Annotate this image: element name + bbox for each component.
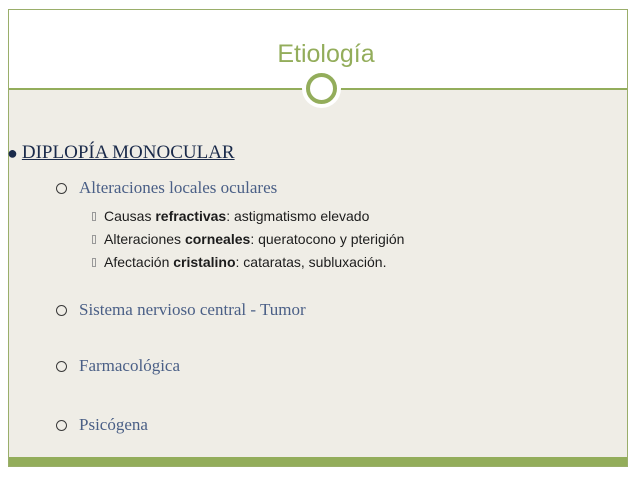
list-item: [92, 231, 404, 247]
item-text: : cataratas, subluxación.: [235, 254, 387, 270]
ring-bullet-icon: [56, 420, 67, 431]
main-bullet: [7, 142, 235, 164]
item-text: Alteraciones: [104, 231, 185, 247]
sub-bullet-psicogena: [56, 415, 148, 435]
sub-bullet-snc: [56, 300, 306, 320]
square-bullet-icon: [92, 235, 96, 244]
sub-bullet-text: Sistema nervioso central - Tumor: [79, 300, 306, 319]
ring-bullet-icon: [56, 305, 67, 316]
sub-bullet-alteraciones: [56, 178, 277, 198]
item-text: Afectación: [104, 254, 174, 270]
sub-bullet-text: Alteraciones locales oculares: [79, 178, 278, 197]
list-item: [92, 208, 369, 224]
sub-bullet-text: Psicógena: [79, 415, 148, 434]
square-bullet-icon: [92, 212, 96, 221]
list-item: [92, 254, 387, 270]
item-bold-text: corneales: [184, 231, 251, 247]
decorative-ring-icon: [306, 73, 337, 104]
item-bold-text: refractivas: [155, 208, 227, 224]
item-bold-text: cristalino: [173, 254, 236, 270]
bullet-dot-icon: ●: [7, 142, 18, 163]
sub-bullet-farmacologica: [56, 356, 180, 376]
sub-bullet-text: Farmacológica: [79, 356, 181, 375]
item-text: : astigmatismo elevado: [226, 208, 370, 224]
main-bullet-text: DIPLOPÍA MONOCULAR: [21, 142, 235, 163]
slide: [8, 9, 628, 467]
ring-bullet-icon: [56, 361, 67, 372]
square-bullet-icon: [92, 258, 96, 267]
item-text: Causas: [104, 208, 156, 224]
bottom-bar: [9, 457, 627, 466]
ring-bullet-icon: [56, 183, 67, 194]
item-text: : queratocono y pterigión: [250, 231, 405, 247]
slide-title: Etiología: [277, 40, 375, 68]
